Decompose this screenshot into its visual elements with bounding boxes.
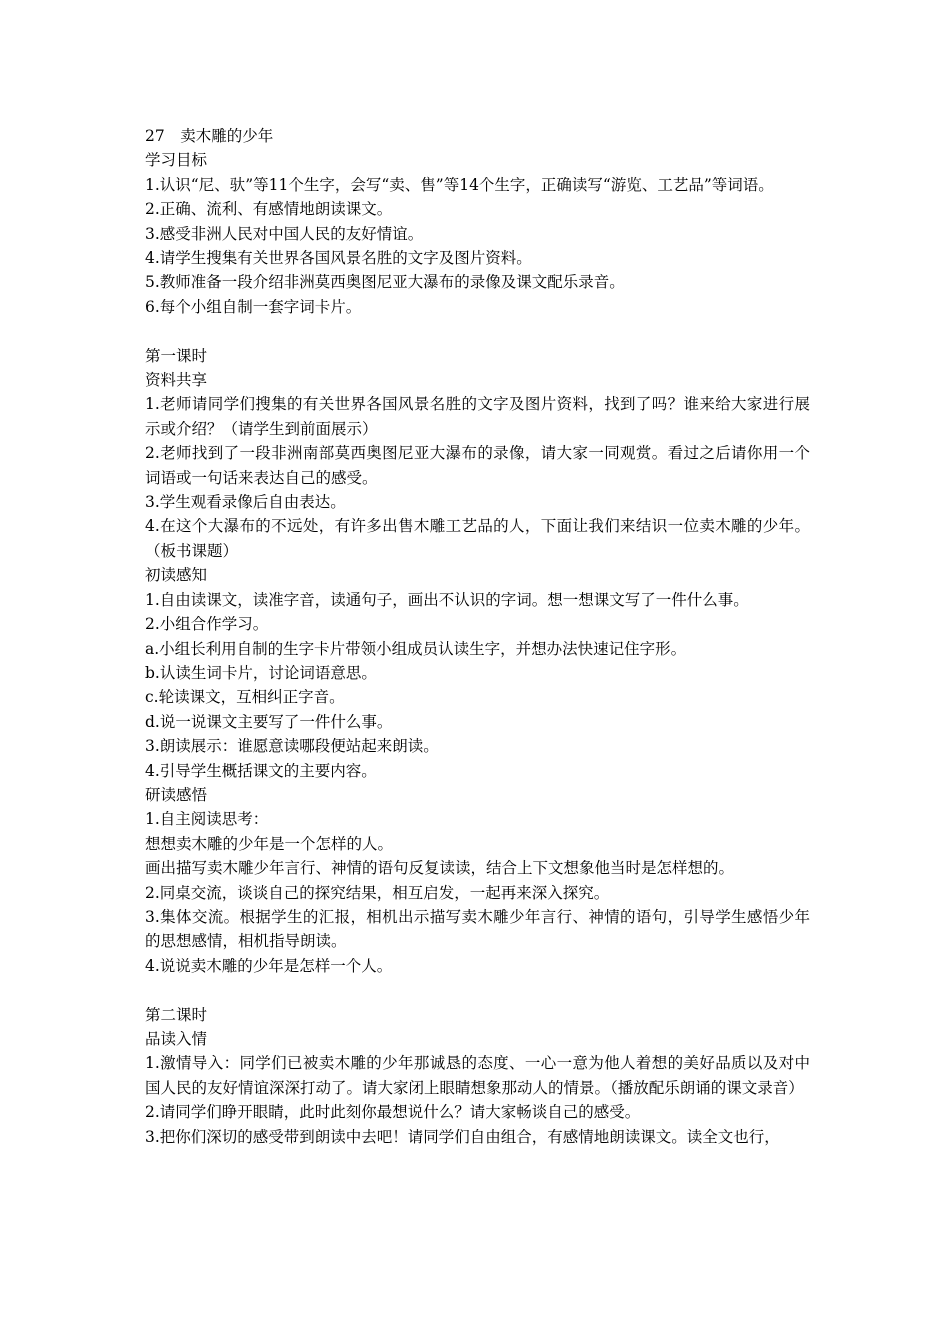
goal-item-3: 3.感受非洲人民对中国人民的友好情谊。 (145, 224, 424, 243)
first-reading-item-a: a.小组长利用自制的生字卡片带领小组成员认读生字，并想办法快速记住字形。 (145, 639, 687, 658)
study-item-1: 1.自主阅读思考： (145, 810, 269, 829)
study-item-3: 3.集体交流。根据学生的汇报，相机出示描写卖木雕少年言行、神情的语句，引导学生感悟少年的思想感情，相机指导朗读。 (145, 907, 810, 951)
first-reading-item-2: 2.小组合作学习。 (145, 615, 269, 634)
study-item-1a: 想想卖木雕的少年是一个怎样的人。 (145, 834, 394, 853)
resource-item-1: 1.老师请同学们搜集的有关世界各国风景名胜的文字及图片资料，找到了吗？谁来给大家进行展示或介绍？（请学生到前面展示） (145, 395, 810, 438)
goal-item-1: 1.认识“尼、驮”等11个生字，会写“卖、售”等14个生字，正确读写“游览、工艺品”等词语。 (145, 175, 774, 194)
emotional-reading-item-3: 3.把你们深切的感受带到朗读中去吧！请同学们自由组合，有感情地朗读课文。读全文也行， (145, 1127, 780, 1146)
first-reading-item-b: b.认读生词卡片，讨论词语意思。 (145, 663, 377, 682)
lesson1-heading: 第一课时 (145, 346, 208, 365)
emotional-reading-item-2: 2.请同学们睁开眼睛，此时此刻你最想说什么？请大家畅谈自己的感受。 (145, 1103, 641, 1122)
study-item-4: 4.说说卖木雕的少年是怎样一个人。 (145, 956, 393, 975)
lesson2-heading: 第二课时 (145, 1005, 208, 1024)
goal-item-2: 2.正确、流利、有感情地朗读课文。 (145, 200, 393, 219)
resource-item-4: 4.在这个大瀑布的不远处，有许多出售木雕工艺品的人，下面让我们来结识一位卖木雕的少年。（板书课题） (145, 517, 810, 560)
first-reading-item-4: 4.引导学生概括课文的主要内容。 (145, 761, 377, 780)
first-reading-item-d: d.说一说课文主要写了一件什么事。 (145, 712, 393, 731)
section-heading-emotional-reading: 品读入情 (145, 1030, 208, 1048)
first-reading-item-c: c.轮读课文，互相纠正字音。 (145, 688, 345, 707)
goal-item-6: 6.每个小组自制一套字词卡片。 (145, 297, 362, 316)
document-title: 27 卖木雕的少年 (145, 127, 274, 145)
resource-item-2: 2.老师找到了一段非洲南部莫西奥图尼亚大瀑布的录像，请大家一同观赏。看过之后请你用一个词语或一句话来表达自己的感受。 (145, 444, 810, 487)
section-heading-first-reading: 初读感知 (145, 566, 208, 585)
first-reading-item-1: 1.自由读课文，读准字音，读通句子，画出不认识的字词。想一想课文写了一件什么事。 (145, 590, 749, 609)
section-heading-resource-sharing: 资料共享 (145, 371, 208, 390)
study-item-1b: 画出描写卖木雕少年言行、神情的语句反复读读，结合上下文想象他当时是怎样想的。 (145, 859, 735, 878)
section-heading-study: 研读感悟 (145, 785, 208, 804)
document-body (145, 124, 810, 1149)
paragraph-spacer (145, 319, 810, 343)
first-reading-item-3: 3.朗读展示：谁愿意读哪段便站起来朗读。 (145, 737, 439, 756)
goal-item-4: 4.请学生搜集有关世界各国风景名胜的文字及图片资料。 (145, 249, 532, 268)
resource-item-3: 3.学生观看录像后自由表达。 (145, 493, 346, 512)
study-item-2: 2.同桌交流，谈谈自己的探究结果，相互启发，一起再来深入探究。 (145, 883, 610, 902)
goals-heading: 学习目标 (145, 151, 208, 170)
goal-item-5: 5.教师准备一段介绍非洲莫西奥图尼亚大瀑布的录像及课文配乐录音。 (145, 273, 625, 292)
emotional-reading-item-1: 1.激情导入：同学们已被卖木雕的少年那诚恳的态度、一心一意为他人着想的美好品质以及对中国人民的友好情谊深深打动了。请大家闭上眼睛想象那动人的情景。（播放配乐朗诵的课文录音） (145, 1054, 810, 1097)
paragraph-spacer (145, 978, 810, 1002)
